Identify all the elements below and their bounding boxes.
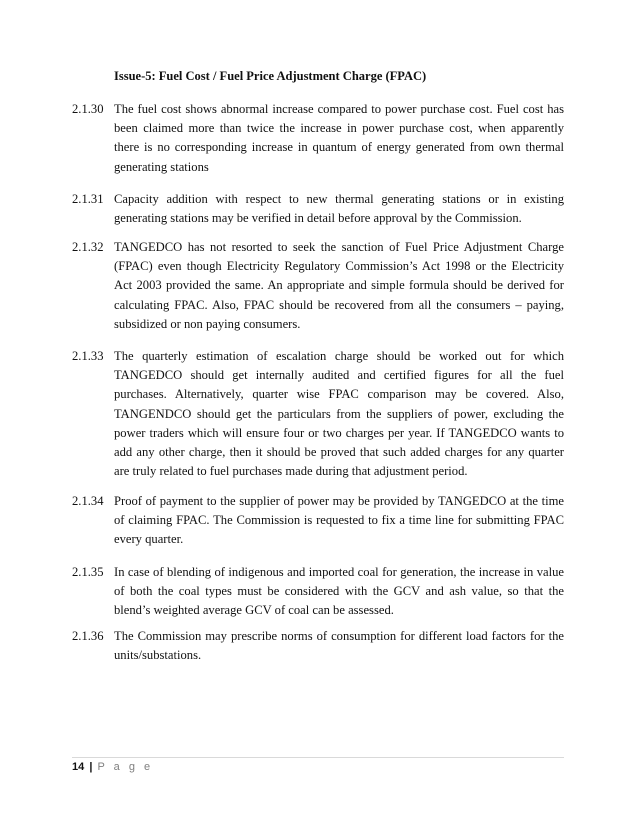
clause-2-1-33 — [72, 347, 564, 481]
clause-number: 2.1.36 — [72, 629, 104, 643]
footer-separator: | — [89, 761, 93, 773]
clause-text: The quarterly estimation of escalation charge should be worked out for which TANGEDCO should get internally audited and certified figures for all the fuel purchases. Alternatively, quarter wise FPAC comparison may be covered. Also, TANGENDCO should get the particulars from the suppliers of power, excluding the power traders which will ensure four or two charges per year. If TANGEDCO wants to add any other charge, then it should be proved that such added charges for any quarter are truly related to fuel purchases made during that adjustment period. — [114, 349, 564, 479]
clause-2-1-31 — [72, 190, 564, 228]
clause-number: 2.1.31 — [72, 192, 104, 206]
section-heading: Issue-5: Fuel Cost / Fuel Price Adjustment Charge (FPAC) — [114, 69, 427, 83]
page-label: P a g e — [97, 761, 154, 773]
clause-2-1-32 — [72, 238, 564, 334]
clause-2-1-35 — [72, 563, 564, 621]
clause-number: 2.1.32 — [72, 240, 104, 254]
clause-text: Proof of payment to the supplier of power may be provided by TANGEDCO at the time of claiming FPAC. The Commission is requested to fix a time line for submitting FPAC every quarter. — [114, 494, 564, 547]
clause-number: 2.1.33 — [72, 349, 104, 363]
clause-number: 2.1.30 — [72, 102, 104, 116]
clause-text: The Commission may prescribe norms of consumption for different load factors for the units/substations. — [114, 629, 564, 663]
clause-text: The fuel cost shows abnormal increase compared to power purchase cost. Fuel cost has been claimed more than twice the increase in power purchase cost, when apparently there is no corresponding increase in quantum of energy generated from own thermal generating stations — [114, 102, 564, 174]
clause-text: Capacity addition with respect to new thermal generating stations or in existing generating stations may be verified in detail before approval by the Commission. — [114, 192, 564, 226]
clause-2-1-34 — [72, 492, 564, 550]
page-footer — [72, 761, 153, 773]
page-number: 14 — [72, 761, 85, 773]
clause-number: 2.1.34 — [72, 494, 104, 508]
clause-number: 2.1.35 — [72, 565, 104, 579]
clause-text: In case of blending of indigenous and imported coal for generation, the increase in value of both the coal types must be considered with the GCV and ash value, so that the blend’s weighted average GCV of coal can be assessed. — [114, 565, 564, 618]
footer-divider — [72, 757, 564, 758]
clause-2-1-30 — [72, 100, 564, 177]
clause-2-1-36 — [72, 627, 564, 665]
clause-text: TANGEDCO has not resorted to seek the sanction of Fuel Price Adjustment Charge (FPAC) even though Electricity Regulatory Commission’s Act 1998 or the Electricity Act 2003 provided the same. An appropriate and simple formula should be derived for calculating FPAC. Also, FPAC should be recovered from all the consumers – paying, subsidized or non paying consumers. — [114, 240, 564, 331]
